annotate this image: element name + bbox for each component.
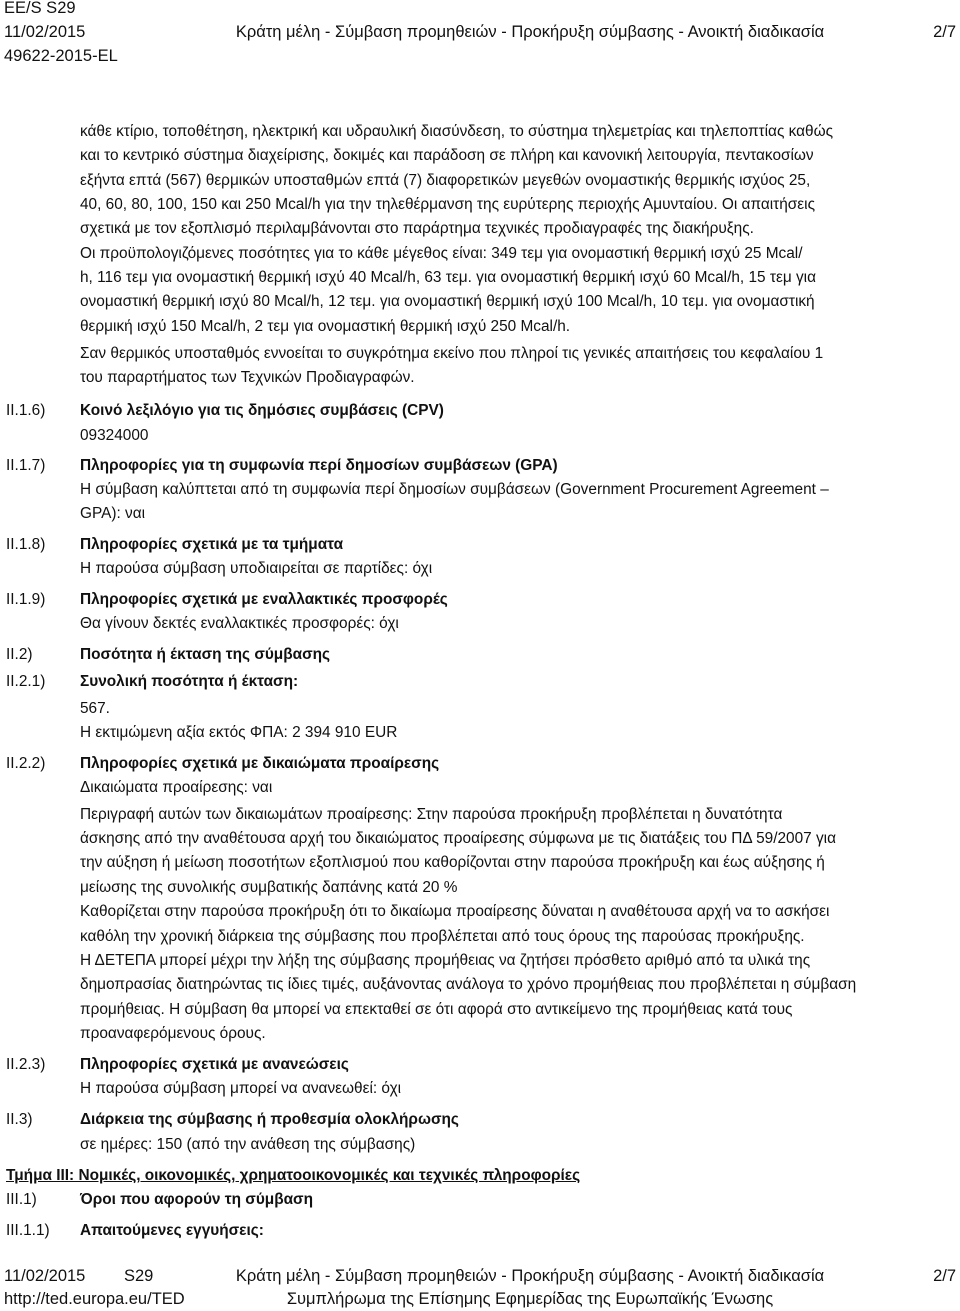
options-line: μείωσης της συνολικής συμβατικής δαπάνης κατά 20 % <box>80 879 458 896</box>
options-line: καθόλη την χρονική διάρκεια της σύμβασης που προβλέπεται από τους όρους της παρούσας προκήρυξης. <box>80 928 805 945</box>
options-line: Η ΔΕΤΕΠΑ μπορεί μέχρι την λήξη της σύμβασης προμήθειας να ζητήσει πρόσθετο αριθμό από τα υλικά της <box>80 952 811 969</box>
intro-line: και το κεντρικό σύστημα διαχείρισης, δοκιμές και παράδοση σε πλήρη και κανονική λειτουργία, πεντακοσίων <box>80 147 814 164</box>
lots-text: Η παρούσα σύμβαση υποδιαιρείται σε παρτίδες: όχι <box>80 560 433 577</box>
options-line: δημοπρασίας διατηρώντας τις ίδιες τιμές, αυξάνοντας ανάλογα το χρόνο προμήθειας που προβλέπεται η σύμβαση <box>80 976 857 993</box>
header-title: Κράτη μέλη - Σύμβαση προμηθειών - Προκήρυξη σύμβασης - Ανοικτή διαδικασία <box>235 23 825 41</box>
options-heading: Πληροφορίες σχετικά με δικαιώματα προαίρεσης <box>80 755 440 772</box>
gpa-text: Η σύμβαση καλύπτεται από τη συμφωνία περί δημοσίων συμβάσεων (Government Procurement Agreement – <box>80 481 829 498</box>
intro-line: εξήντα επτά (567) θερμικών υποσταθμών επτά (7) διαφορετικών μεγεθών ονομαστικής θερμικής ισχύος 25, <box>80 172 811 189</box>
section-number: II.1.6) <box>6 402 46 419</box>
options-line: προαναφερόμενους όρους. <box>80 1025 266 1042</box>
footer-supplement: Συμπλήρωμα της Επίσημης Εφημερίδας της Ευρωπαϊκής Ένωσης <box>286 1290 774 1308</box>
cpv-heading: Κοινό λεξιλόγιο για τις δημόσιες συμβάσεις (CPV) <box>80 402 444 419</box>
section-number: III.1.1) <box>6 1222 50 1239</box>
header-code: EE/S S29 <box>4 0 76 17</box>
options-line: Καθορίζεται στην παρούσα προκήρυξη ότι το δικαίωμα προαίρεσης δύναται η αναθέτουσα αρχή να το ασκήσει <box>80 903 830 920</box>
footer-date: 11/02/2015 <box>4 1267 86 1285</box>
duration-text: σε ημέρες: 150 (από την ανάθεση της σύμβασης) <box>80 1136 416 1153</box>
variants-text: Θα γίνουν δεκτές εναλλακτικές προσφορές: όχι <box>80 615 399 632</box>
total-value: 567. <box>80 700 110 717</box>
options-line: την αύξηση ή μείωση ποσοτήτων εξοπλισμού που καθορίζονται στην παρούσα προκήρυξη και έως αύξησης ή <box>80 854 825 871</box>
intro-line: Οι προϋπολογιζόμενες ποσότητες για το κάθε μέγεθος είναι: 349 τεμ για ονομαστική θερμική ισχύ 25 Mcal/ <box>80 245 803 262</box>
lots-heading: Πληροφορίες σχετικά με τα τμήματα <box>80 536 344 553</box>
intro-line: 40, 60, 80, 100, 150 και 250 Mcal/h για την τηλεθέρμανση της ευρύτερης περιοχής Αμυνταίου. Οι απαιτήσεις <box>80 196 816 213</box>
footer-url[interactable]: http://ted.europa.eu/TED <box>4 1290 185 1308</box>
cpv-code: 09324000 <box>80 427 149 444</box>
intro-line: κάθε κτίριο, τοποθέτηση, ηλεκτρική και υδραυλική διασύνδεση, το σύστημα τηλεμετρίας και τηλεποπτίας καθώς <box>80 123 834 140</box>
options-line: Δικαιώματα προαίρεσης: ναι <box>80 779 273 796</box>
deposits-heading: Απαιτούμενες εγγυήσεις: <box>80 1222 264 1239</box>
options-line: άσκησης από την αναθέτουσα αρχή του δικαιώματος προαίρεσης σύμφωνα με τις διατάξεις του ΠΔ 59/2007 για <box>80 830 837 847</box>
footer-title: Κράτη μέλη - Σύμβαση προμηθειών - Προκήρυξη σύμβασης - Ανοικτή διαδικασία <box>235 1267 825 1285</box>
section-number: II.2.1) <box>6 673 46 690</box>
estimated-value: Η εκτιμώμενη αξία εκτός ΦΠΑ: 2 394 910 EUR <box>80 724 398 741</box>
section-number: II.1.9) <box>6 591 46 608</box>
intro-line: σχετικά με τον εξοπλισμό περιλαμβάνονται στο παράρτημα τεχνικές προδιαγραφές της διακήρυξης. <box>80 220 754 237</box>
footer-code: S29 <box>124 1267 154 1285</box>
section-number: II.1.8) <box>6 536 46 553</box>
total-heading: Συνολική ποσότητα ή έκταση: <box>80 673 299 690</box>
intro-line: ονομαστική θερμική ισχύ 80 Mcal/h, 12 τεμ. για ονομαστική θερμική ισχύ 100 Mcal/h, 10 τεμ. για ονομαστική <box>80 293 815 310</box>
section-number: II.3) <box>6 1111 33 1128</box>
conditions-heading: Όροι που αφορούν τη σύμβαση <box>80 1191 313 1208</box>
duration-heading: Διάρκεια της σύμβασης ή προθεσμία ολοκλήρωσης <box>80 1111 459 1128</box>
quantity-heading: Ποσότητα ή έκταση της σύμβασης <box>80 646 331 663</box>
header-date: 11/02/2015 <box>4 23 86 41</box>
renewals-heading: Πληροφορίες σχετικά με ανανεώσεις <box>80 1056 349 1073</box>
section-number: II.2.3) <box>6 1056 46 1073</box>
header-doc-id: 49622-2015-EL <box>4 47 118 65</box>
intro-line: h, 116 τεμ για ονομαστική θερμική ισχύ 40 Mcal/h, 63 τεμ. για ονομαστική θερμική ισχύ 60 Mcal/h, 15 τεμ για <box>80 269 816 286</box>
variants-heading: Πληροφορίες σχετικά με εναλλακτικές προσφορές <box>80 591 448 608</box>
intro-line: θερμική ισχύ 150 Mcal/h, 2 τεμ για ονομαστική θερμική ισχύ 250 Mcal/h. <box>80 318 571 335</box>
gpa-text: GPA): ναι <box>80 505 146 522</box>
section-number: II.2) <box>6 646 33 663</box>
intro-line: του παραρτήματος των Τεχνικών Προδιαγραφών. <box>80 369 415 386</box>
header-page: 2/7 <box>933 23 956 41</box>
section-number: II.1.7) <box>6 457 46 474</box>
intro-line: Σαν θερμικός υποσταθμός εννοείται το συγκρότημα εκείνο που πληροί τις γενικές απαιτήσεις του κεφαλαίου 1 <box>80 345 824 362</box>
options-line: προμήθειας. Η σύμβαση θα μπορεί να επεκταθεί σε ότι αφορά στο αντικείμενο της προμήθειας κατά τους <box>80 1001 793 1018</box>
gpa-heading: Πληροφορίες για τη συμφωνία περί δημοσίων συμβάσεων (GPA) <box>80 457 558 474</box>
section-3-title: Τμήμα III: Νομικές, οικονομικές, χρηματοοικονομικές και τεχνικές πληροφορίες <box>6 1167 581 1184</box>
footer-page: 2/7 <box>933 1267 956 1285</box>
section-number: II.2.2) <box>6 755 46 772</box>
renewals-text: Η παρούσα σύμβαση μπορεί να ανανεωθεί: όχι <box>80 1080 402 1097</box>
section-number: III.1) <box>6 1191 37 1208</box>
options-line: Περιγραφή αυτών των δικαιωμάτων προαίρεσης: Στην παρούσα προκήρυξη προβλέπεται η δυνατότητα <box>80 806 783 823</box>
